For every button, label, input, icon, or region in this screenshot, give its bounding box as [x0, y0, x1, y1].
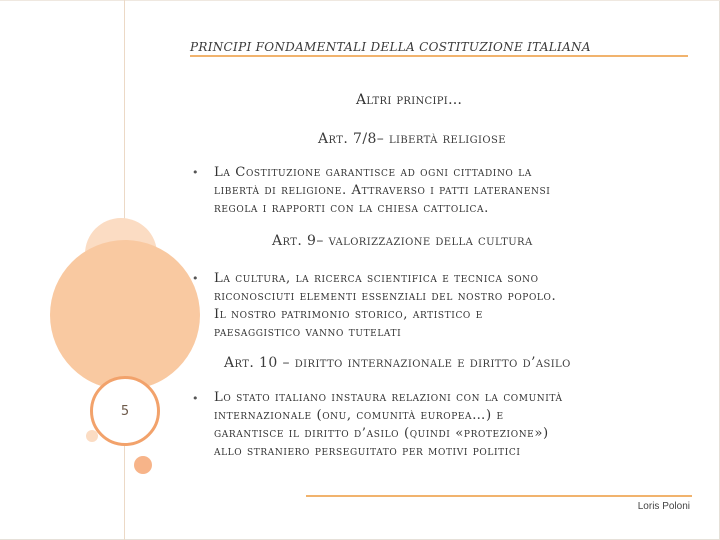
top-border: [0, 0, 720, 1]
section-title-art-9: Art. 9– valorizzazione della cultura: [272, 233, 533, 249]
text-line: internazionale (onu, comunità europea…) e: [214, 408, 504, 423]
bullet-dot: •: [192, 272, 199, 285]
decorative-circle-large: [50, 240, 200, 390]
text-line: regola i rapporti con la chiesa cattolica.: [214, 201, 489, 216]
bullet-dot: •: [192, 166, 199, 179]
bullet-dot: •: [192, 392, 199, 405]
text-line: La Costituzione garantisce ad ogni cittadino la: [214, 165, 532, 180]
decorative-circle-small-accent: [134, 456, 152, 474]
slide-heading: Altri principi…: [356, 92, 463, 108]
slide-header-title: PRINCIPI FONDAMENTALI DELLA COSTITUZIONE ITALIANA: [190, 40, 591, 54]
text-line: La cultura, la ricerca scientifica e tecnica sono: [214, 271, 539, 286]
text-line: riconosciuti elementi essenziali del nostro popolo.: [214, 289, 557, 304]
header-underline: [190, 55, 688, 57]
section-title-art-10: Art. 10 – diritto internazionale e diritto d’asilo: [224, 355, 571, 371]
page-number-badge: [90, 376, 160, 446]
section-title-art-7-8: Art. 7/8– libertà religiose: [318, 131, 506, 147]
text-line: garantisce il diritto d’asilo (quindi «protezione»): [214, 426, 549, 441]
text-line: libertà di religione. Attraverso i patti lateranensi: [214, 183, 551, 198]
section-text-art-9: [214, 270, 704, 342]
text-line: Il nostro patrimonio storico, artistico e: [214, 307, 483, 322]
text-line: allo straniero perseguitato per motivi politici: [214, 444, 521, 459]
page-number: 5: [120, 403, 130, 419]
footer-line: [306, 495, 692, 497]
section-text-art-7-8: [214, 164, 704, 218]
author-name: Loris Poloni: [637, 501, 690, 512]
text-line: paesaggistico vanno tutelati: [214, 325, 402, 340]
section-text-art-10: [214, 389, 704, 461]
text-line: Lo stato italiano instaura relazioni con la comunità: [214, 390, 563, 405]
